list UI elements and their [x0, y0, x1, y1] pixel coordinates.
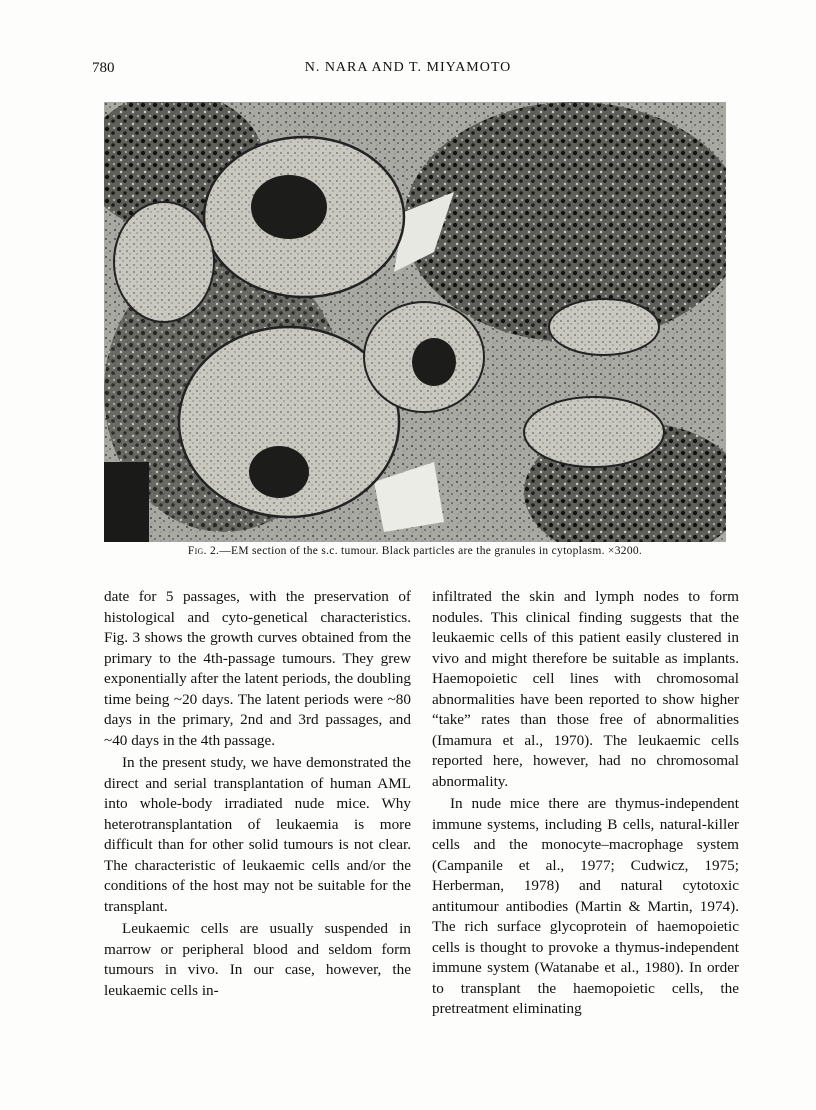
- paragraph: Leukaemic cells are usually suspended in marrow or peripheral blood and seldom form tumours in vivo. In our case, however, the leukaemic cells in-: [104, 920, 411, 999]
- paragraph: In nude mice there are thymus-independent immune systems, including B cells, natural-killer cells and the monocyte–macrophage system (Campanile et al., 1977; Cudwicz, 1975; Herberman, 1978) and natural cytotoxic antitumour antibodies (Martin & Martin, 1974). The rich surface glycoprotein of haemopoietic cells is thought to provoke a thymus-independent immune system (Watanabe et al., 1980). In order to transplant the haemopoietic cells, the pretreatment eliminating: [432, 795, 739, 1017]
- right-column: [432, 587, 739, 1020]
- figure-caption: [104, 545, 726, 557]
- figure-caption-text: —EM section of the s.c. tumour. Black particles are the granules in cytoplasm. ×3200.: [219, 545, 643, 557]
- page-header: [0, 60, 816, 82]
- micrograph-image: [104, 102, 726, 542]
- page-number: 780: [92, 60, 115, 76]
- left-column: [104, 587, 411, 1001]
- paragraph: infiltrated the skin and lymph nodes to form nodules. This clinical finding suggests that the leukaemic cells of this patient easily clustered in vivo and might therefore be suitable as implants. Haemopoietic cell lines with chromosomal abnormalities have been reported to show higher “take” rates than those free of abnormalities (Imamura et al., 1970). The leukaemic cells reported here, however, had no chromosomal abnormality.: [432, 588, 739, 790]
- paragraph: date for 5 passages, with the preservation of histological and cyto-genetical characteristics. Fig. 3 shows the growth curves obtained from the primary to the 4th-passage tumours. They grew exponentially after the latent periods, the doubling time being ~20 days. The latent periods were ~80 days in the primary, 2nd and 3rd passages, and ~40 days in the 4th passage.: [104, 588, 411, 749]
- figure-label: Fig. 2.: [187, 545, 220, 557]
- running-head: N. NARA AND T. MIYAMOTO: [304, 60, 512, 75]
- figure-micrograph: [104, 102, 726, 542]
- paragraph: In the present study, we have demonstrated the direct and serial transplantation of human AML into whole-body irradiated nude mice. Why heterotransplantation of leukaemia is more difficult than for other solid tumours is not clear. The characteristic of leukaemic cells and/or the conditions of the host may not be suitable for the transplant.: [104, 754, 411, 915]
